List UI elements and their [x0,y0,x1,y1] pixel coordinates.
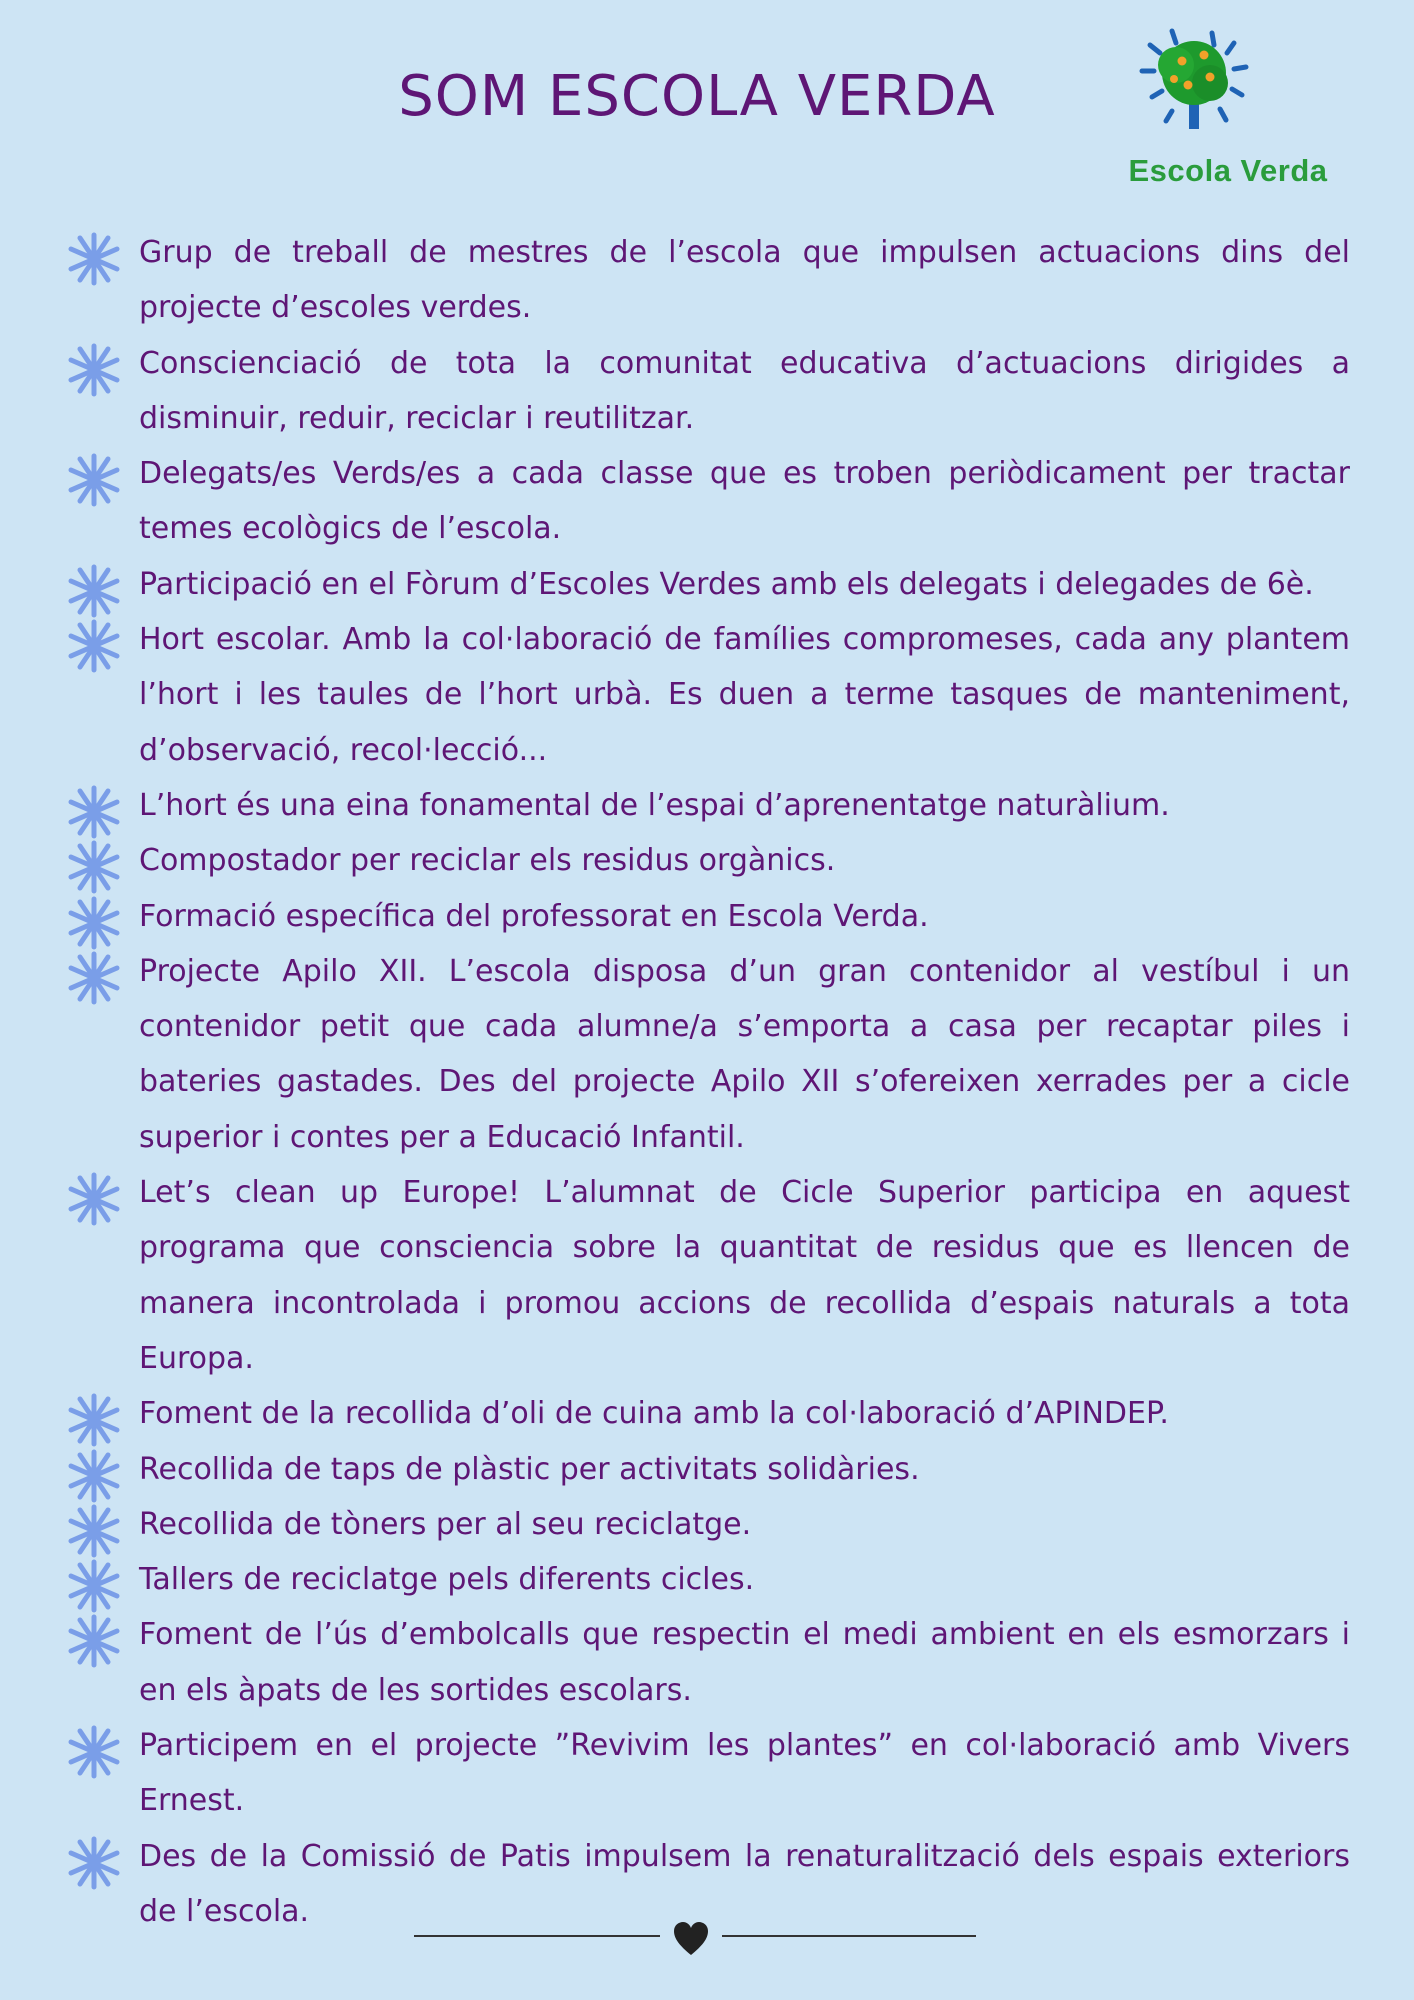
list-item [60,1497,1350,1552]
escola-verda-logo [1110,25,1350,195]
asterisk-bullet-icon [66,839,122,895]
list-item [60,778,1350,833]
list-item-text: Compostador per reciclar els residus orgànics. [139,843,836,879]
list-item [60,889,1350,944]
asterisk-bullet-icon [66,618,122,674]
asterisk-bullet-icon [66,563,122,619]
list-item-text: Grup de treball de mestres de l’escola que impulsen actuacions dins del projecte d’escoles verdes. [139,235,1350,326]
asterisk-bullet-icon [66,1835,122,1891]
list-item-text: Let’s clean up Europe! L’alumnat de Cicle Superior participa en aquest programa que consciencia sobre la quantitat de residus que es llencen de manera incontrolada i promou accions de recollida d’espais naturals a tota Europa. [139,1175,1350,1376]
list-item [60,336,1350,447]
list-item-text: Hort escolar. Amb la col·laboració de famílies compromeses, cada any plantem l’hort i les taules de l’hort urbà. Es duen a terme tasques de manteniment, d’observació, recol·lecció... [139,622,1350,768]
asterisk-bullet-icon [66,1503,122,1559]
list-item-text: Foment de l’ús d’embolcalls que respectin el medi ambient en els esmorzars i en els àpats de les sortides escolars. [139,1617,1350,1708]
list-item [60,557,1350,612]
list-item [60,1552,1350,1607]
asterisk-bullet-icon [66,342,122,398]
asterisk-bullet-icon [66,784,122,840]
footer-divider [0,1912,1414,1962]
asterisk-bullet-icon [66,1724,122,1780]
list-item-text: Recollida de taps de plàstic per activitats solidàries. [139,1451,920,1487]
asterisk-bullet-icon [66,1171,122,1227]
list-item-text: Participació en el Fòrum d’Escoles Verdes amb els delegats i delegades de 6è. [139,566,1314,602]
asterisk-bullet-icon [66,1392,122,1448]
list-item [60,833,1350,888]
asterisk-bullet-icon [66,452,122,508]
list-item [60,225,1350,336]
list-item-text: Foment de la recollida d’oli de cuina amb la col·laboració d’APINDEP. [139,1396,1169,1432]
asterisk-bullet-icon [66,895,122,951]
tree-sun-icon [1130,25,1260,140]
list-item [60,944,1350,1165]
page-title: SOM ESCOLA VERDA [398,64,996,129]
asterisk-bullet-icon [66,231,122,287]
list-item-text: Recollida de tòners per al seu reciclatge. [139,1506,752,1542]
list-item-text: Conscienciació de tota la comunitat educativa d’actuacions dirigides a disminuir, reduir, reciclar i reutilitzar. [139,345,1350,436]
divider-line-right [722,1935,976,1937]
activities-list [60,225,1350,1939]
asterisk-bullet-icon [66,1613,122,1669]
list-item-text: L’hort és una eina fonamental de l’espai d’aprenentatge naturàlium. [139,787,1170,823]
list-item [60,612,1350,778]
list-item [60,1165,1350,1386]
asterisk-bullet-icon [66,950,122,1006]
heart-icon [672,1920,710,1958]
list-item [60,1718,1350,1829]
list-item-text: Participem en el projecte ”Revivim les plantes” en col·laboració amb Vivers Ernest. [139,1728,1350,1819]
asterisk-bullet-icon [66,1558,122,1614]
list-item [60,1607,1350,1718]
list-item-text: Formació específica del professorat en Escola Verda. [139,898,929,934]
list-item-text: Des de la Comissió de Patis impulsem la renaturalització dels espais exteriors de l’escola. [139,1838,1350,1929]
list-item-text: Tallers de reciclatge pels diferents cicles. [139,1562,755,1598]
list-item-text: Projecte Apilo XII. L’escola disposa d’un gran contenidor al vestíbul i un contenidor petit que cada alumne/a s’emporta a casa per recaptar piles i bateries gastades. Des del projecte Apilo XII s’ofereixen xerrades per a cicle superior i contes per a Educació Infantil. [139,953,1350,1155]
list-item [60,1386,1350,1441]
asterisk-bullet-icon [66,1448,122,1504]
list-item [60,1442,1350,1497]
list-item [60,446,1350,557]
divider-line-left [414,1935,660,1937]
logo-text: Escola Verda [1128,153,1328,188]
list-item-text: Delegats/es Verds/es a cada classe que es troben periòdicament per tractar temes ecològics de l’escola. [139,456,1350,547]
